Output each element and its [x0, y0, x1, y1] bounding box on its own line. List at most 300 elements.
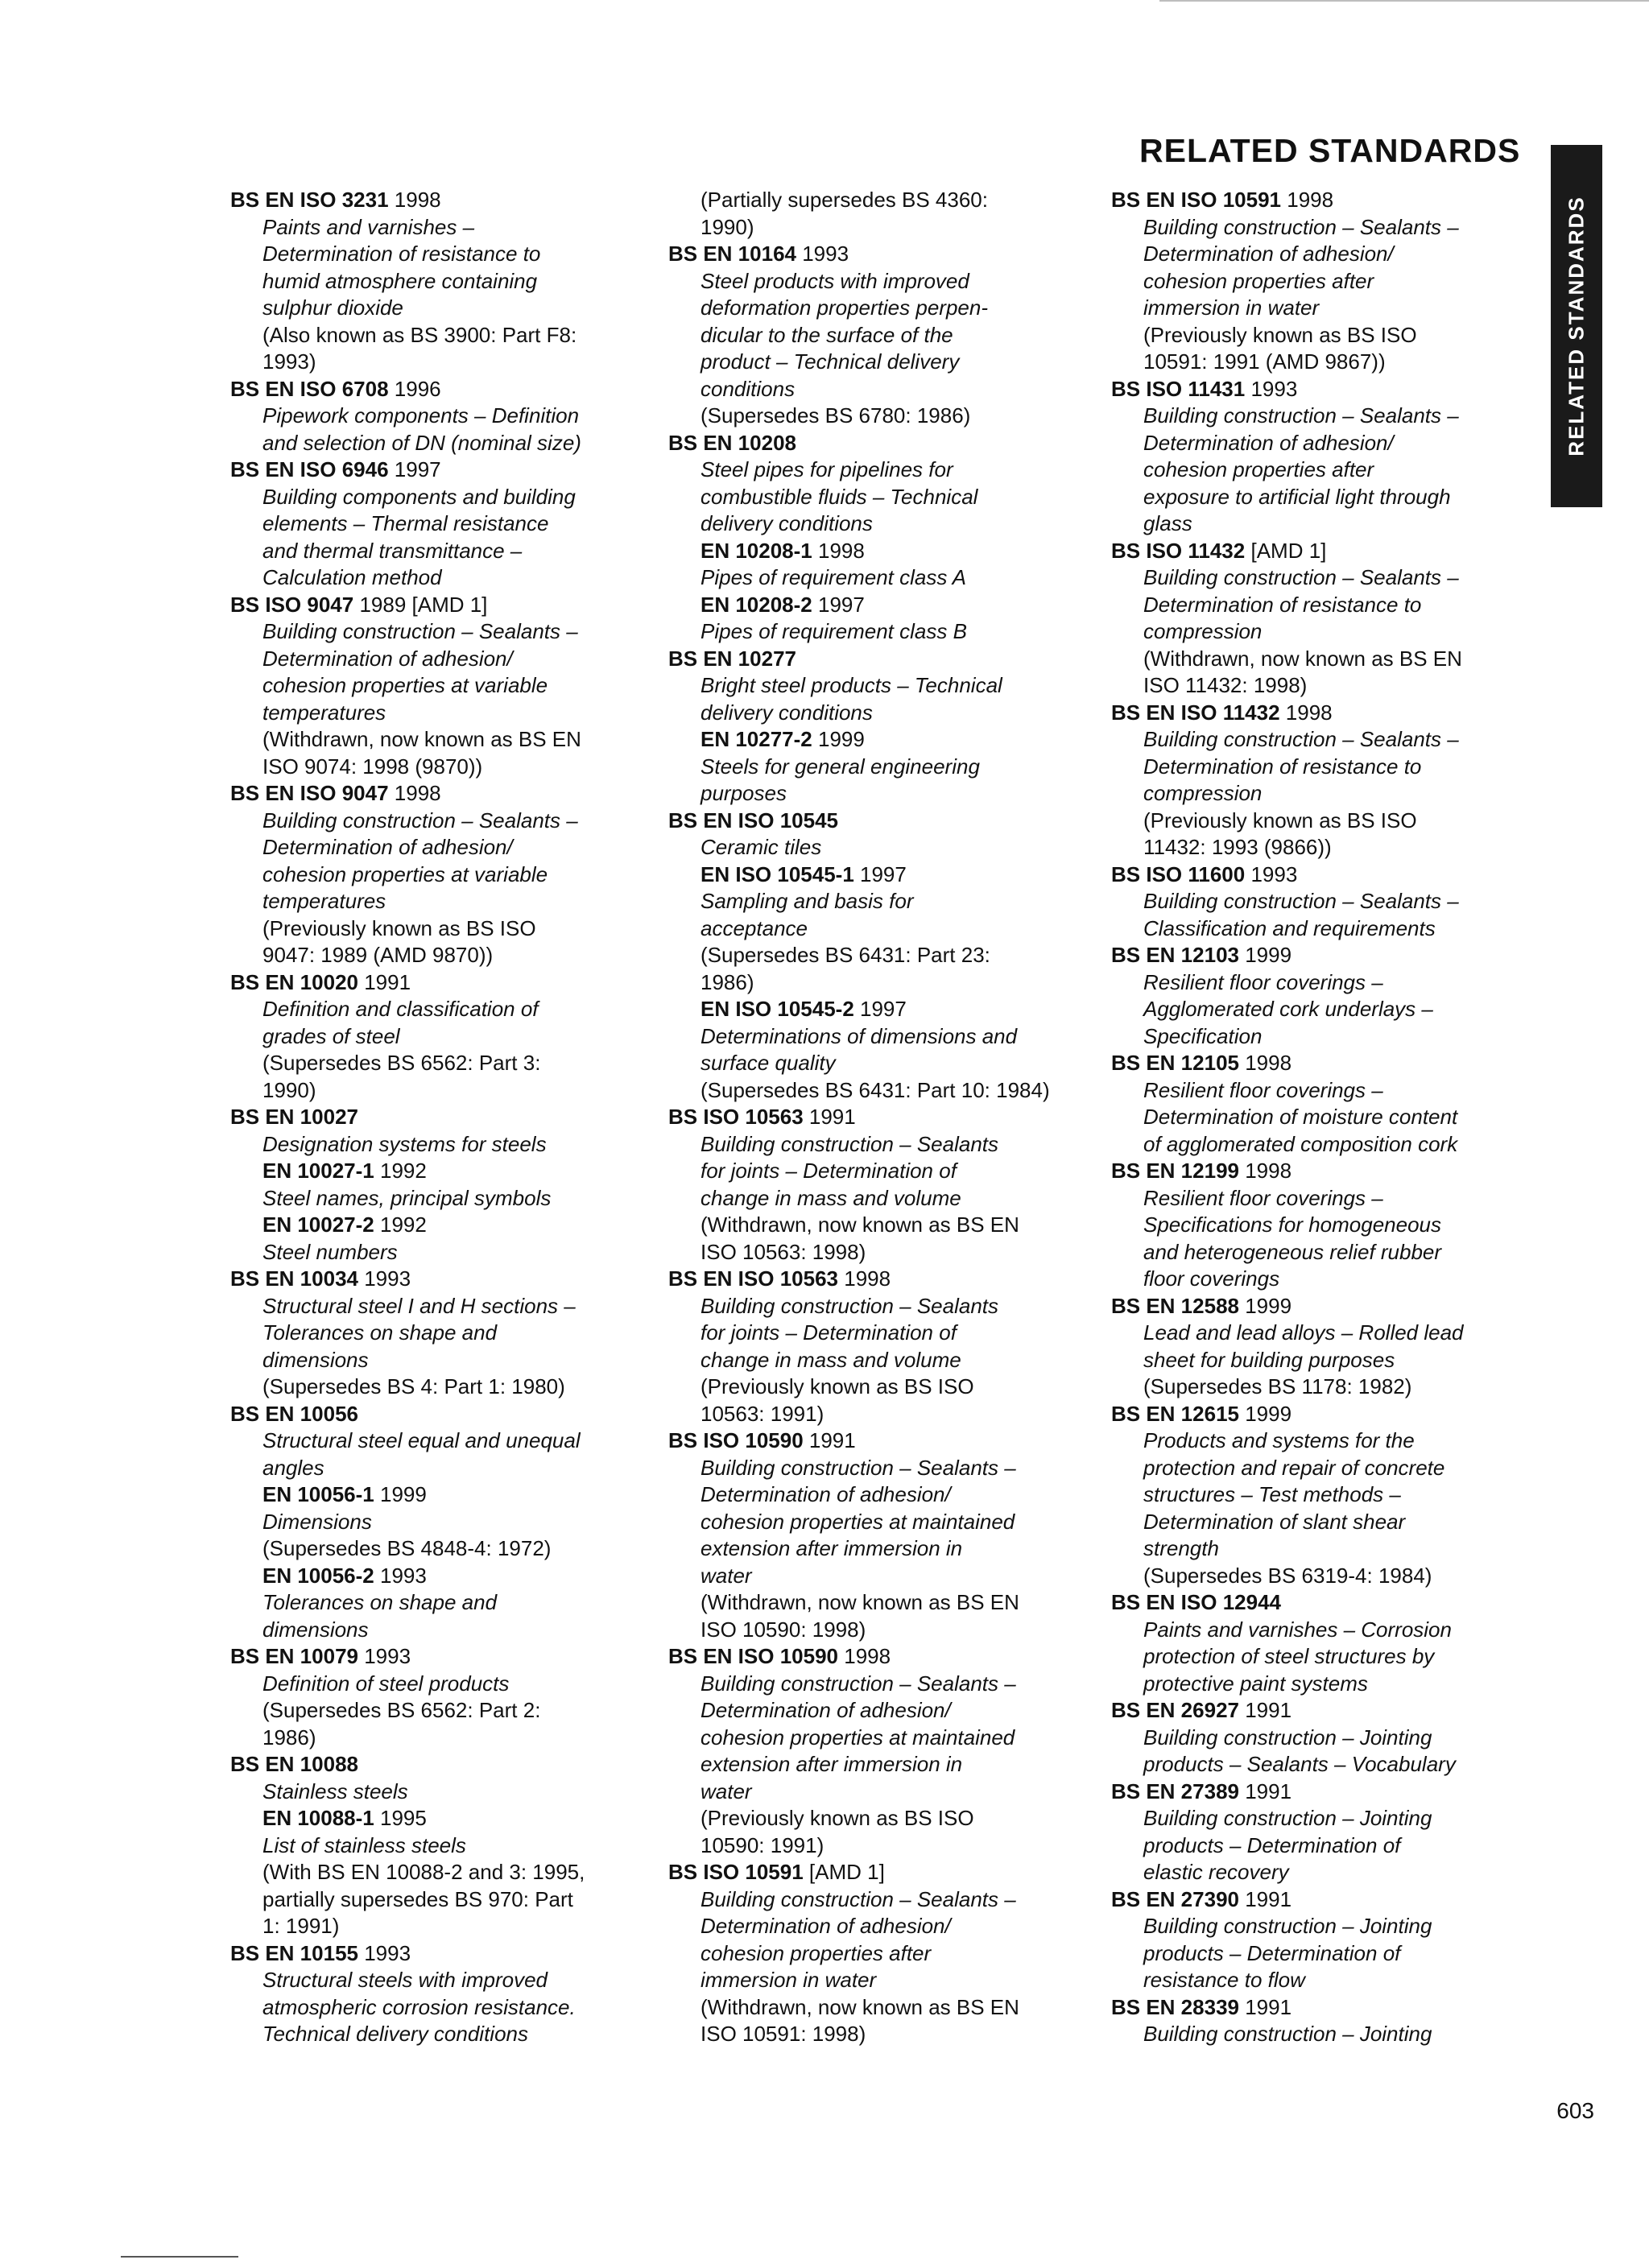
standard-note-line: ISO 10563: 1998)	[701, 1239, 866, 1264]
standard-heading	[1111, 187, 1530, 214]
standard-title-line: Agglomerated cork underlays –	[1143, 997, 1433, 1021]
standard-heading	[230, 1940, 649, 1968]
standard-note-line: (Also known as BS 3900: Part F8:	[262, 322, 577, 347]
standard-title-line: Designation systems for steels	[262, 1131, 547, 1156]
top-rule	[1159, 0, 1649, 2]
standard-title-line: Resilient floor coverings –	[1143, 969, 1383, 994]
standard-title-line: Determination of resistance to	[1143, 592, 1422, 617]
standard-code: BS EN 12105	[1111, 1051, 1239, 1075]
standard-title-line: conditions	[701, 376, 796, 401]
standard-note-line: (Supersedes BS 1178: 1982)	[1143, 1374, 1412, 1398]
standard-note-line: (Supersedes BS 4: Part 1: 1980)	[262, 1374, 565, 1398]
standard-year: 1993	[802, 242, 849, 266]
standard-code: BS EN 12615	[1111, 1401, 1239, 1426]
sub-standard-heading	[230, 1158, 649, 1185]
standard-note-line: (Withdrawn, now known as BS EN	[701, 1212, 1019, 1237]
sub-standard-heading	[668, 996, 1087, 1023]
standard-heading	[230, 1643, 649, 1671]
standard-note-line: (With BS EN 10088-2 and 3: 1995,	[262, 1860, 585, 1884]
standard-year: 1993	[364, 1644, 411, 1668]
standard-year: 1993	[364, 1940, 411, 1965]
standard-year: 1993	[1250, 376, 1298, 401]
standard-note-line: (Previously known as BS ISO	[701, 1374, 974, 1398]
standard-code: BS ISO 10591	[668, 1860, 804, 1884]
standard-title-line: Determinations of dimensions and	[701, 1023, 1018, 1048]
standard-note-line: 11432: 1993 (9866))	[1143, 835, 1332, 859]
column-1	[230, 187, 649, 2048]
standard-code: BS EN 10277	[668, 646, 796, 671]
standard-code: BS EN ISO 10563	[668, 1266, 838, 1291]
standard-code: EN 10027-1	[262, 1159, 374, 1183]
standard-year: 1991	[1245, 1994, 1292, 2019]
side-tab	[1551, 145, 1602, 507]
standard-year: 1999	[1245, 1293, 1292, 1318]
standard-year: 1991	[808, 1105, 856, 1129]
standard-note-line: (Supersedes BS 6431: Part 10: 1984)	[701, 1077, 1050, 1102]
standard-heading	[230, 969, 649, 997]
standard-title-line: Determination of adhesion/	[1143, 430, 1394, 455]
standard-title-line: for joints – Determination of	[701, 1320, 957, 1345]
standard-note-line: 10563: 1991)	[701, 1401, 824, 1426]
standard-heading	[230, 1751, 649, 1778]
standard-code: BS ISO 11432	[1111, 538, 1246, 563]
standard-note-line: (Withdrawn, now known as BS EN	[262, 727, 581, 751]
standard-note-line: 1990)	[262, 1077, 316, 1102]
standard-title-line: extension after immersion in	[701, 1536, 963, 1560]
sub-standard-heading	[668, 538, 1087, 565]
standard-title-line: glass	[1143, 511, 1192, 535]
standard-title-line: Building construction – Sealants –	[701, 1886, 1016, 1911]
sub-standard-heading	[230, 1563, 649, 1590]
standard-heading	[230, 1401, 649, 1428]
standard-code: BS EN ISO 10591	[1111, 188, 1281, 212]
standard-heading	[668, 808, 1087, 835]
standard-code: BS ISO 11431	[1111, 376, 1246, 401]
standard-title-line: cohesion properties after	[1143, 268, 1374, 293]
standard-code: BS EN 10027	[230, 1105, 358, 1129]
standard-code: EN 10277-2	[701, 727, 812, 751]
standard-title-line: List of stainless steels	[262, 1832, 466, 1857]
standard-year: 1991	[808, 1428, 856, 1452]
standard-title-line: atmospheric corrosion resistance.	[262, 1994, 576, 2019]
standard-title-line: strength	[1143, 1536, 1219, 1560]
sub-standard-heading	[668, 726, 1087, 754]
standard-heading	[230, 592, 649, 619]
standard-heading	[1111, 1886, 1530, 1914]
standard-title-line: temperatures	[262, 700, 386, 725]
standard-title-line: Building construction – Sealants –	[262, 808, 578, 832]
standard-title-line: Building construction – Jointing	[1143, 1725, 1432, 1750]
standard-note-line: ISO 11432: 1998)	[1143, 673, 1308, 697]
standard-title-line: products – Sealants – Vocabulary	[1143, 1752, 1456, 1776]
standard-year: 1998	[844, 1266, 891, 1291]
standard-year: 1991	[1245, 1698, 1292, 1722]
standard-title-line: Specification	[1143, 1023, 1263, 1048]
standard-year: 1998	[1245, 1159, 1292, 1183]
standard-code: EN 10208-1	[701, 538, 812, 563]
standard-heading	[1111, 700, 1530, 727]
standard-title-line: Building construction – Sealants –	[1143, 889, 1459, 913]
standard-year: 1992	[380, 1212, 427, 1237]
standard-code: BS EN 27390	[1111, 1886, 1239, 1911]
standard-note-line: (Supersedes BS 6562: Part 3:	[262, 1051, 541, 1075]
standard-code: BS ISO 10590	[668, 1428, 804, 1452]
standard-title-line: Determination of adhesion/	[701, 1914, 951, 1938]
standard-title-line: combustible fluids – Technical	[701, 484, 978, 509]
standard-title-line: Building construction – Sealants –	[1143, 403, 1459, 428]
standard-title-line: Building construction – Jointing	[1143, 2022, 1432, 2046]
standard-title-line: and selection of DN (nominal size)	[262, 430, 581, 455]
standard-title-line: change in mass and volume	[701, 1347, 961, 1372]
standard-code: BS EN 10079	[230, 1644, 358, 1668]
standard-title-line: Structural steel I and H sections –	[262, 1293, 576, 1318]
standard-code: BS EN ISO 10590	[668, 1644, 838, 1668]
standard-title-line: exposure to artificial light through	[1143, 484, 1451, 509]
standard-title-line: Classification and requirements	[1143, 915, 1436, 940]
standard-title-line: cohesion properties after	[1143, 457, 1374, 481]
standard-title-line: Building construction – Sealants –	[1143, 727, 1459, 751]
standard-heading	[668, 1427, 1087, 1455]
standard-year: 1989 [AMD 1]	[359, 592, 488, 617]
standard-code: EN ISO 10545-2	[701, 997, 854, 1021]
standard-title-line: Determination of adhesion/	[701, 1482, 951, 1506]
standard-title-line: delivery conditions	[701, 700, 873, 725]
standard-title-line: surface quality	[701, 1051, 836, 1075]
standard-code: BS EN 10034	[230, 1266, 358, 1291]
standard-note-line: (Withdrawn, now known as BS EN	[1143, 646, 1462, 671]
standard-title-line: angles	[262, 1455, 324, 1480]
standard-note-line: (Supersedes BS 6780: 1986)	[701, 403, 971, 428]
standard-title-line: Determination of adhesion/	[1143, 242, 1394, 266]
standard-code: BS EN ISO 6708	[230, 376, 389, 401]
standard-heading	[1111, 376, 1530, 403]
standard-heading	[1111, 942, 1530, 969]
sub-standard-heading	[230, 1212, 649, 1239]
standard-title-line: water	[701, 1778, 752, 1803]
standard-note-line: (Partially supersedes BS 4360:	[701, 188, 988, 212]
standard-year: 1999	[818, 727, 865, 751]
standard-title-line: compression	[1143, 619, 1263, 643]
standard-note-line: (Withdrawn, now known as BS EN	[701, 1994, 1019, 2019]
standard-code: EN 10027-2	[262, 1212, 374, 1237]
standard-heading	[230, 780, 649, 808]
standard-heading	[668, 241, 1087, 268]
standard-title-line: dicular to the surface of the	[701, 322, 953, 347]
standard-title-line: Resilient floor coverings –	[1143, 1185, 1383, 1210]
standard-title-line: sulphur dioxide	[262, 295, 403, 320]
standard-title-line: Building construction – Sealants –	[262, 619, 578, 643]
standard-title-line: compression	[1143, 781, 1263, 805]
standard-year: 1998	[1245, 1051, 1292, 1075]
standard-title-line: Paints and varnishes – Corrosion	[1143, 1617, 1452, 1642]
standard-heading	[668, 1104, 1087, 1131]
standard-note-line: (Supersedes BS 6431: Part 23:	[701, 943, 990, 967]
standard-title-line: Definition and classification of	[262, 997, 539, 1021]
standard-title-line: and heterogeneous relief rubber	[1143, 1239, 1442, 1264]
standard-heading	[1111, 1589, 1530, 1617]
standard-title-line: Building construction – Sealants –	[701, 1455, 1016, 1480]
standard-year: 1997	[860, 861, 907, 886]
column-2	[668, 187, 1087, 2048]
standard-title-line: Pipework components – Definition	[262, 403, 580, 428]
standard-code: EN 10208-2	[701, 592, 812, 617]
standard-code: EN ISO 10545-1	[701, 861, 854, 886]
standard-title-line: Bright steel products – Technical	[701, 673, 1002, 697]
standard-title-line: deformation properties perpen-	[701, 295, 988, 320]
standard-title-line: humid atmosphere containing	[262, 268, 538, 293]
standard-title-line: grades of steel	[262, 1023, 400, 1048]
standard-title-line: delivery conditions	[701, 511, 873, 535]
standard-title-line: Building components and building	[262, 484, 576, 509]
standard-title-line: Building construction – Sealants	[701, 1293, 999, 1318]
standard-title-line: Steel numbers	[262, 1239, 398, 1264]
standard-year: 1991	[1245, 1778, 1292, 1803]
standard-title-line: elastic recovery	[1143, 1860, 1289, 1884]
standard-code: BS EN 26927	[1111, 1698, 1239, 1722]
standard-code: BS EN ISO 12944	[1111, 1590, 1281, 1614]
standard-heading	[230, 456, 649, 484]
standard-year: 1998	[844, 1644, 891, 1668]
standard-note-line: 1993)	[262, 349, 316, 374]
standard-title-line: Determination of moisture content	[1143, 1105, 1458, 1129]
standard-year: 1993	[380, 1563, 427, 1588]
standard-title-line: Technical delivery conditions	[262, 2022, 529, 2046]
standard-title-line: temperatures	[262, 889, 386, 913]
standard-title-line: cohesion properties at maintained	[701, 1725, 1015, 1750]
standard-heading	[668, 1643, 1087, 1671]
standard-title-line: Lead and lead alloys – Rolled lead	[1143, 1320, 1464, 1345]
standard-title-line: Stainless steels	[262, 1778, 408, 1803]
standard-title-line: products – Determination of	[1143, 1832, 1401, 1857]
standard-code: BS EN 10155	[230, 1940, 358, 1965]
standard-heading	[1111, 1293, 1530, 1320]
standard-year: 1999	[1245, 1401, 1292, 1426]
standard-year: 1999	[1245, 943, 1292, 967]
standard-year: 1998	[394, 781, 441, 805]
standard-note-line: 1986)	[262, 1725, 316, 1750]
standard-code: BS EN 12199	[1111, 1159, 1239, 1183]
standard-title-line: acceptance	[701, 915, 808, 940]
standard-title-line: immersion in water	[1143, 295, 1320, 320]
standard-title-line: Steel pipes for pipelines for	[701, 457, 953, 481]
standard-code: BS EN 12103	[1111, 943, 1239, 967]
standard-title-line: resistance to flow	[1143, 1968, 1305, 1992]
standard-code: BS EN 10088	[230, 1752, 358, 1776]
standard-title-line: Determination of resistance to	[262, 242, 541, 266]
bottom-rule	[121, 2256, 238, 2258]
standard-title-line: dimensions	[262, 1617, 369, 1642]
standard-heading	[1111, 861, 1530, 889]
standard-note-line: ISO 10590: 1998)	[701, 1617, 866, 1642]
standard-heading	[668, 430, 1087, 457]
standard-code: EN 10056-2	[262, 1563, 374, 1588]
standard-title-line: cohesion properties after	[701, 1940, 932, 1965]
standard-note-line: 1: 1991)	[262, 1914, 340, 1938]
standard-title-line: Building construction – Sealants –	[701, 1671, 1016, 1696]
standard-code: BS EN 10164	[668, 242, 796, 266]
standard-code: BS EN 12588	[1111, 1293, 1239, 1318]
standard-year: 1993	[1250, 861, 1298, 886]
standard-title-line: Calculation method	[262, 565, 442, 589]
standard-note-line: 1990)	[701, 214, 754, 239]
standard-note-line: ISO 10591: 1998)	[701, 2022, 866, 2046]
sub-standard-heading	[230, 1481, 649, 1509]
standard-title-line: Pipes of requirement class B	[701, 619, 967, 643]
standard-year: 1998	[818, 538, 865, 563]
standard-code: BS EN 10020	[230, 969, 358, 994]
standard-title-line: protective paint systems	[1143, 1671, 1368, 1696]
standard-note-line: (Supersedes BS 6319-4: 1984)	[1143, 1563, 1432, 1588]
standard-title-line: Sampling and basis for	[701, 889, 914, 913]
standard-code: EN 10088-1	[262, 1806, 374, 1830]
standard-code: BS ISO 11600	[1111, 861, 1246, 886]
standard-title-line: Ceramic tiles	[701, 835, 822, 859]
standard-title-line: Structural steel equal and unequal	[262, 1428, 581, 1452]
standard-title-line: Structural steels with improved	[262, 1968, 548, 1992]
standard-code: EN 10056-1	[262, 1482, 374, 1506]
standard-title-line: Paints and varnishes –	[262, 214, 475, 239]
standard-code: BS EN 10056	[230, 1401, 358, 1426]
standard-title-line: Determination of adhesion/	[262, 835, 513, 859]
standard-code: BS EN 10208	[668, 430, 796, 455]
sub-standard-heading	[230, 1805, 649, 1832]
standard-title-line: Specifications for homogeneous	[1143, 1212, 1442, 1237]
standard-code: BS EN ISO 9047	[230, 781, 389, 805]
standard-year: 1998	[1285, 700, 1333, 725]
standard-title-line: Resilient floor coverings –	[1143, 1077, 1383, 1102]
standard-title-line: Determination of adhesion/	[262, 646, 513, 671]
standard-title-line: Determination of slant shear	[1143, 1509, 1406, 1534]
standard-title-line: cohesion properties at variable	[262, 673, 548, 697]
standard-note-line: partially supersedes BS 970: Part	[262, 1886, 573, 1911]
sub-standard-heading	[668, 861, 1087, 889]
standard-heading	[1111, 1050, 1530, 1077]
standard-year: 1996	[394, 376, 441, 401]
standard-title-line: Building construction – Sealants –	[1143, 214, 1459, 239]
page-number: 603	[1556, 2098, 1594, 2123]
standard-year: [AMD 1]	[808, 1860, 885, 1884]
standard-title-line: Steels for general engineering	[701, 754, 980, 779]
standard-heading	[1111, 1401, 1530, 1428]
standard-note-line: (Previously known as BS ISO	[1143, 322, 1417, 347]
standard-heading	[230, 376, 649, 403]
standard-note-line: (Supersedes BS 6562: Part 2:	[262, 1698, 541, 1722]
standard-title-line: Building construction – Jointing	[1143, 1914, 1432, 1938]
standard-title-line: floor coverings	[1143, 1266, 1280, 1291]
standard-heading	[1111, 1697, 1530, 1725]
standard-note-line: (Previously known as BS ISO	[701, 1806, 974, 1830]
standard-title-line: change in mass and volume	[701, 1185, 961, 1210]
standard-title-line: sheet for building purposes	[1143, 1347, 1395, 1372]
standard-heading	[230, 187, 649, 214]
standard-note-line: 10590: 1991)	[701, 1832, 824, 1857]
standard-title-line: immersion in water	[701, 1968, 877, 1992]
standard-note-line: (Withdrawn, now known as BS EN	[701, 1590, 1019, 1614]
standard-title-line: of agglomerated composition cork	[1143, 1131, 1458, 1156]
standard-note-line: (Previously known as BS ISO	[1143, 808, 1417, 832]
standard-title-line: protection of steel structures by	[1143, 1644, 1435, 1668]
standard-title-line: cohesion properties at variable	[262, 861, 548, 886]
standard-note-line: ISO 9074: 1998 (9870))	[262, 754, 483, 779]
standard-heading	[1111, 1778, 1530, 1806]
standard-year: 1995	[380, 1806, 427, 1830]
standard-note-line: 9047: 1989 (AMD 9870))	[262, 943, 494, 967]
standard-year: 1998	[394, 188, 441, 212]
standard-year: [AMD 1]	[1250, 538, 1327, 563]
standard-note-line: (Supersedes BS 4848-4: 1972)	[262, 1536, 552, 1560]
standard-title-line: Dimensions	[262, 1509, 372, 1534]
standard-note-line: (Previously known as BS ISO	[262, 915, 536, 940]
standard-heading	[1111, 1158, 1530, 1185]
standard-title-line: Products and systems for the	[1143, 1428, 1415, 1452]
standard-title-line: Steel products with improved	[701, 268, 969, 293]
section-title: RELATED STANDARDS	[1139, 132, 1521, 169]
standard-title-line: Pipes of requirement class A	[701, 565, 966, 589]
standard-title-line: elements – Thermal resistance	[262, 511, 549, 535]
standard-heading	[230, 1266, 649, 1293]
standard-title-line: extension after immersion in	[701, 1752, 963, 1776]
standard-code: BS EN ISO 10545	[668, 808, 838, 832]
standard-code: BS EN 28339	[1111, 1994, 1239, 2019]
standard-year: 1993	[364, 1266, 411, 1291]
standard-heading	[668, 1859, 1087, 1886]
standard-title-line: purposes	[701, 781, 787, 805]
standard-year: 1998	[1287, 188, 1334, 212]
standard-year: 1991	[1245, 1886, 1292, 1911]
standard-year: 1997	[818, 592, 865, 617]
standard-title-line: Determination of adhesion/	[701, 1698, 951, 1722]
standard-code: BS EN ISO 3231	[230, 188, 389, 212]
standard-title-line: Building construction – Sealants	[701, 1131, 999, 1156]
standard-title-line: Tolerances on shape and	[262, 1590, 498, 1614]
standard-title-line: water	[701, 1563, 752, 1588]
standard-heading	[230, 1104, 649, 1131]
column-3	[1111, 187, 1530, 2048]
standard-title-line: product – Technical delivery	[701, 349, 960, 374]
standard-title-line: Building construction – Sealants –	[1143, 565, 1459, 589]
sub-standard-heading	[668, 592, 1087, 619]
standard-code: BS ISO 10563	[668, 1105, 804, 1129]
standard-title-line: Tolerances on shape and	[262, 1320, 498, 1345]
standard-code: BS EN ISO 6946	[230, 457, 389, 481]
standard-heading	[668, 1266, 1087, 1293]
standard-heading	[1111, 1994, 1530, 2022]
standard-code: BS ISO 9047	[230, 592, 354, 617]
standard-code: BS EN ISO 11432	[1111, 700, 1280, 725]
standard-year: 1992	[380, 1159, 427, 1183]
standard-title-line: dimensions	[262, 1347, 369, 1372]
standard-heading	[668, 646, 1087, 673]
standard-title-line: protection and repair of concrete	[1143, 1455, 1445, 1480]
standard-title-line: for joints – Determination of	[701, 1159, 957, 1183]
standard-year: 1999	[380, 1482, 427, 1506]
standard-title-line: Building construction – Jointing	[1143, 1806, 1432, 1830]
standard-year: 1997	[860, 997, 907, 1021]
standard-title-line: Determination of resistance to	[1143, 754, 1422, 779]
standard-title-line: cohesion properties at maintained	[701, 1509, 1015, 1534]
standard-title-line: and thermal transmittance –	[262, 538, 523, 563]
standard-code: BS EN 27389	[1111, 1778, 1239, 1803]
standard-title-line: products – Determination of	[1143, 1940, 1401, 1965]
standard-heading	[1111, 538, 1530, 565]
standard-year: 1991	[364, 969, 411, 994]
standard-title-line: Steel names, principal symbols	[262, 1185, 552, 1210]
standard-year: 1997	[394, 457, 441, 481]
standard-title-line: structures – Test methods –	[1143, 1482, 1401, 1506]
standard-title-line: Definition of steel products	[262, 1671, 510, 1696]
standard-note-line: 1986)	[701, 969, 754, 994]
side-tab-label: RELATED STANDARDS	[1564, 196, 1589, 456]
